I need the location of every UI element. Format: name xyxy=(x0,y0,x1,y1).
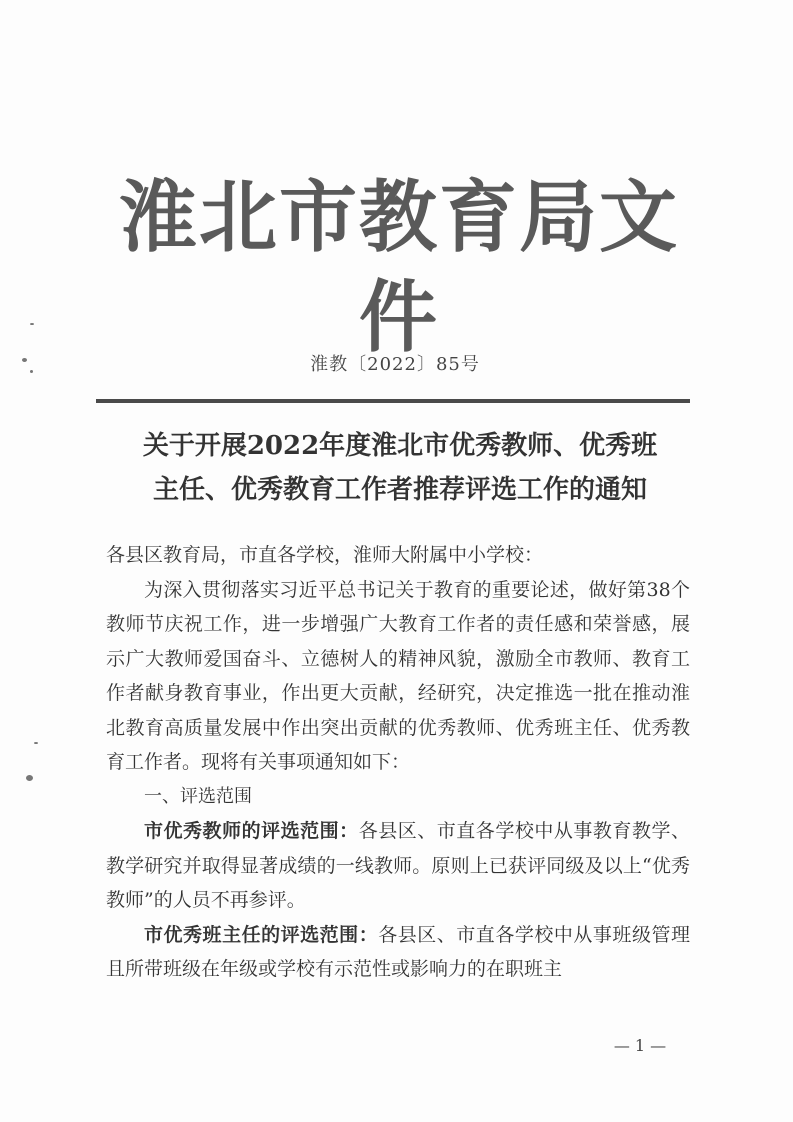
scan-speck xyxy=(22,358,27,362)
scan-speck xyxy=(26,775,33,781)
notice-body xyxy=(106,538,690,987)
teacher-scope-text: 各县区、市直各学校中从事教育教学、教学研究并取得显著成绩的一线教师。原则上已获评同级及以上“优秀教师”的人员不再参评。 xyxy=(106,820,690,911)
notice-title xyxy=(100,424,700,512)
document-number: 淮教〔2022〕85号 xyxy=(310,354,480,375)
document-masthead: 淮北市教育局文件 xyxy=(118,173,679,363)
header-separator-line xyxy=(96,399,690,403)
scan-speck xyxy=(30,323,34,325)
page-number: — 1 — xyxy=(613,1036,667,1055)
notice-title-line-2: 主任、优秀教育工作者推荐评选工作的通知 xyxy=(152,475,647,505)
head-teacher-scope-lead: 市优秀班主任的评选范围： xyxy=(144,923,379,946)
teacher-scope-paragraph xyxy=(106,814,690,918)
intro-paragraph: 为深入贯彻落实习近平总书记关于教育的重要论述，做好第38个教师节庆祝工作，进一步增强广大教育工作者的责任感和荣誉感，展示广大教师爱国奋斗、立德树人的精神风貌，激励全市教师、教育工作者献身教育事业，作出更大贡献，经研究，决定推选一批在推动淮北教育高质量发展中作出突出贡献的优秀教师、优秀班主任、优秀教育工作者。现将有关事项通知如下： xyxy=(106,578,690,773)
teacher-scope-lead: 市优秀教师的评选范围： xyxy=(144,820,359,842)
head-teacher-scope-text: 各县区、市直各学校中从事班级管理且所带班级在年级或学校有示范性或影响力的在职班主 xyxy=(106,923,690,980)
section-heading-scope: 一、评选范围 xyxy=(144,785,252,807)
scan-speck xyxy=(34,742,38,744)
notice-title-line-1: 关于开展2022年度淮北市优秀教师、优秀班 xyxy=(142,431,658,461)
salutation: 各县区教育局，市直各学校，淮师大附属中小学校： xyxy=(106,544,544,566)
scan-speck xyxy=(30,370,33,373)
head-teacher-scope-paragraph xyxy=(106,918,690,987)
